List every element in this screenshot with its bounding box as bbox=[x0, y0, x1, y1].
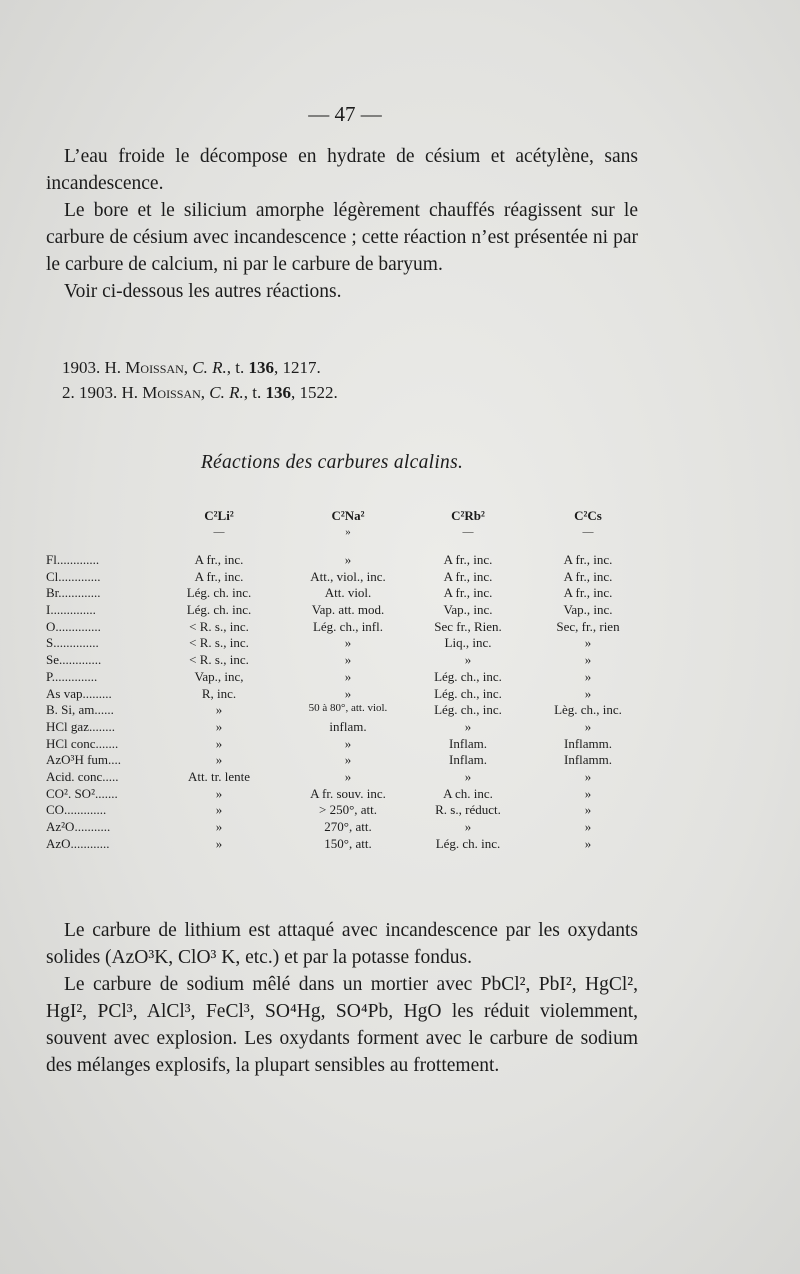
table-cell: » bbox=[584, 685, 592, 701]
table-cell: Inflam. bbox=[449, 735, 487, 751]
table-cell: » bbox=[215, 735, 223, 751]
table-cell: < R. s., inc. bbox=[189, 635, 249, 651]
table-cell: » bbox=[215, 802, 223, 818]
table-cell: » bbox=[344, 768, 352, 784]
table-cell: A fr., inc. bbox=[563, 568, 613, 584]
outro-paragraph-1: Le carbure de lithium est attaqué avec incandescence par les oxydants solides (AzO³K, ClO³ K, etc.) et par la potasse fondus. bbox=[46, 920, 638, 968]
row-label: O.............. bbox=[46, 618, 101, 634]
reference-1: 1903. H. Moissan, C. R., t. 136, 1217. bbox=[62, 358, 321, 377]
table-cell: » bbox=[344, 635, 352, 651]
intro-paragraph-2: Le bore et le silicium amorphe légèrement chauffés réagissent sur le carbure de césium avec incandescence ; cette réaction n’est présentée ni par le carbure de calcium, ni par le carbure de baryum. bbox=[46, 200, 638, 275]
table-cell: » bbox=[215, 819, 223, 834]
row-label: P.............. bbox=[46, 668, 98, 684]
row-label: CO². SO²....... bbox=[46, 785, 118, 801]
table-cell: < R. s., inc. bbox=[189, 652, 249, 668]
intro-text bbox=[46, 143, 638, 305]
table-cell: A fr. souv. inc. bbox=[310, 785, 386, 801]
table-cell: » bbox=[584, 668, 592, 684]
column-subheader: — bbox=[582, 526, 594, 538]
row-label: AzO............ bbox=[46, 835, 110, 851]
table-cell: » bbox=[584, 652, 592, 668]
row-label: B. Si, am...... bbox=[46, 702, 114, 718]
row-label: CO............. bbox=[46, 802, 107, 818]
table-cell: A fr., inc. bbox=[563, 552, 613, 567]
row-label: HCl gaz........ bbox=[46, 718, 115, 734]
table-cell: » bbox=[344, 668, 352, 684]
row-label: Fl............. bbox=[46, 552, 100, 567]
row-label: Az²O........... bbox=[46, 819, 111, 834]
table-cell: R. s., réduct. bbox=[435, 802, 501, 818]
table-cell: Inflamm. bbox=[563, 735, 612, 751]
table-cell: Att., viol., inc. bbox=[310, 568, 386, 584]
table-cell: Lég. ch., inc. bbox=[434, 685, 502, 701]
column-header: C²Li² bbox=[204, 508, 234, 523]
column-header: C²Rb² bbox=[451, 508, 485, 523]
table-cell: Lég. ch., inc. bbox=[434, 702, 502, 718]
table-cell: Att. tr. lente bbox=[187, 768, 251, 784]
table-cell: > 250°, att. bbox=[318, 802, 378, 818]
table-cell: Lég. ch. inc. bbox=[186, 585, 252, 601]
references bbox=[62, 355, 338, 405]
table-cell: » bbox=[344, 685, 352, 701]
row-label: HCl conc....... bbox=[46, 735, 119, 751]
table-cell: A fr., inc. bbox=[443, 552, 493, 567]
table-cell: 50 à 80°, att. viol. bbox=[308, 702, 388, 715]
row-label: As vap......... bbox=[46, 685, 112, 701]
table-cell: A ch. inc. bbox=[443, 785, 493, 801]
table-cell: 270°, att. bbox=[324, 819, 372, 834]
outro-text bbox=[46, 917, 638, 1079]
table-cell: Lég. ch., inc. bbox=[434, 668, 502, 684]
table-cell: R, inc. bbox=[201, 685, 237, 701]
table-title: Réactions des carbures alcalins. bbox=[200, 452, 464, 473]
row-label: Se............. bbox=[46, 652, 102, 668]
table-cell: » bbox=[584, 768, 592, 784]
intro-paragraph-3: Voir ci-dessous les autres réactions. bbox=[64, 281, 342, 302]
table-cell: A fr., inc. bbox=[443, 585, 493, 601]
table-cell: » bbox=[464, 718, 472, 734]
table-cell: » bbox=[584, 785, 592, 801]
table-cell: Att. viol. bbox=[324, 585, 372, 601]
row-label: AzO³H fum.... bbox=[46, 752, 122, 768]
table-cell: Sec fr., Rien. bbox=[434, 618, 502, 634]
outro-paragraph-2: Le carbure de sodium mêlé dans un mortier avec PbCl², PbI², HgCl², HgI², PCl³, AlCl³, FeCl³, SO⁴Hg, SO⁴Pb, HgO les réduit violemment, souvent avec explosion. Les oxydants forment avec le carbure de sodium des mélanges explosifs, la plupart sensibles au frottement. bbox=[46, 974, 638, 1076]
row-label: Acid. conc..... bbox=[46, 768, 119, 784]
reference-2: 2. 1903. H. Moissan, C. R., t. 136, 1522. bbox=[62, 383, 338, 402]
table-cell: A fr., inc. bbox=[194, 568, 244, 584]
table-cell: » bbox=[584, 718, 592, 734]
table-cell: » bbox=[215, 718, 223, 734]
table-cell: A fr., inc. bbox=[443, 568, 493, 584]
table-cell: » bbox=[215, 752, 223, 768]
table-cell: A fr., inc. bbox=[194, 552, 244, 567]
row-label: Cl............. bbox=[46, 568, 101, 584]
table-cell: » bbox=[464, 819, 472, 834]
table-cell: » bbox=[215, 785, 223, 801]
table-cell: » bbox=[584, 802, 592, 818]
table-cell: Vap., inc, bbox=[194, 668, 244, 684]
table-cell: < R. s., inc. bbox=[189, 618, 249, 634]
row-label: S.............. bbox=[46, 635, 99, 651]
table-cell: 150°, att. bbox=[324, 835, 372, 851]
table-cell: » bbox=[584, 635, 592, 651]
table-cell: inflam. bbox=[329, 718, 367, 734]
row-label: I.............. bbox=[46, 602, 96, 618]
table-cell: » bbox=[344, 752, 352, 768]
table-cell: » bbox=[464, 652, 472, 668]
table-cell: Lég. ch. inc. bbox=[186, 602, 252, 618]
page-number: — 47 — bbox=[308, 102, 382, 126]
table-cell: » bbox=[215, 835, 223, 851]
column-subheader: — bbox=[462, 526, 474, 538]
column-subheader: » bbox=[345, 526, 351, 538]
column-header: C²Na² bbox=[331, 508, 365, 523]
table-cell: Vap., inc. bbox=[443, 602, 493, 618]
table-cell: » bbox=[584, 819, 592, 834]
table-cell: » bbox=[464, 768, 472, 784]
table-cell: A fr., inc. bbox=[563, 585, 613, 601]
table-cell: Lég. ch., infl. bbox=[312, 618, 384, 634]
column-subheader: — bbox=[213, 526, 225, 538]
table-cell: » bbox=[344, 735, 352, 751]
table-cell: Liq., inc. bbox=[444, 635, 492, 651]
table-cell: Inflamm. bbox=[563, 752, 612, 768]
table-cell: Sec, fr., rien bbox=[556, 618, 620, 634]
table-cell: Vap. att. mod. bbox=[311, 602, 385, 618]
table-cell: Inflam. bbox=[449, 752, 487, 768]
table-cell: Lég. ch. inc. bbox=[435, 835, 501, 851]
table-cell: » bbox=[344, 552, 352, 567]
table-cell: » bbox=[215, 702, 223, 718]
row-label: Br............. bbox=[46, 585, 101, 601]
column-header: C²Cs bbox=[574, 508, 602, 523]
table-cell: » bbox=[584, 835, 592, 851]
table-cell: Vap., inc. bbox=[563, 602, 613, 618]
table-cell: » bbox=[344, 652, 352, 668]
table-cell: Lèg. ch., inc. bbox=[554, 702, 622, 718]
intro-paragraph-1: L’eau froide le décompose en hydrate de césium et acétylène, sans incandescence. bbox=[46, 146, 638, 194]
